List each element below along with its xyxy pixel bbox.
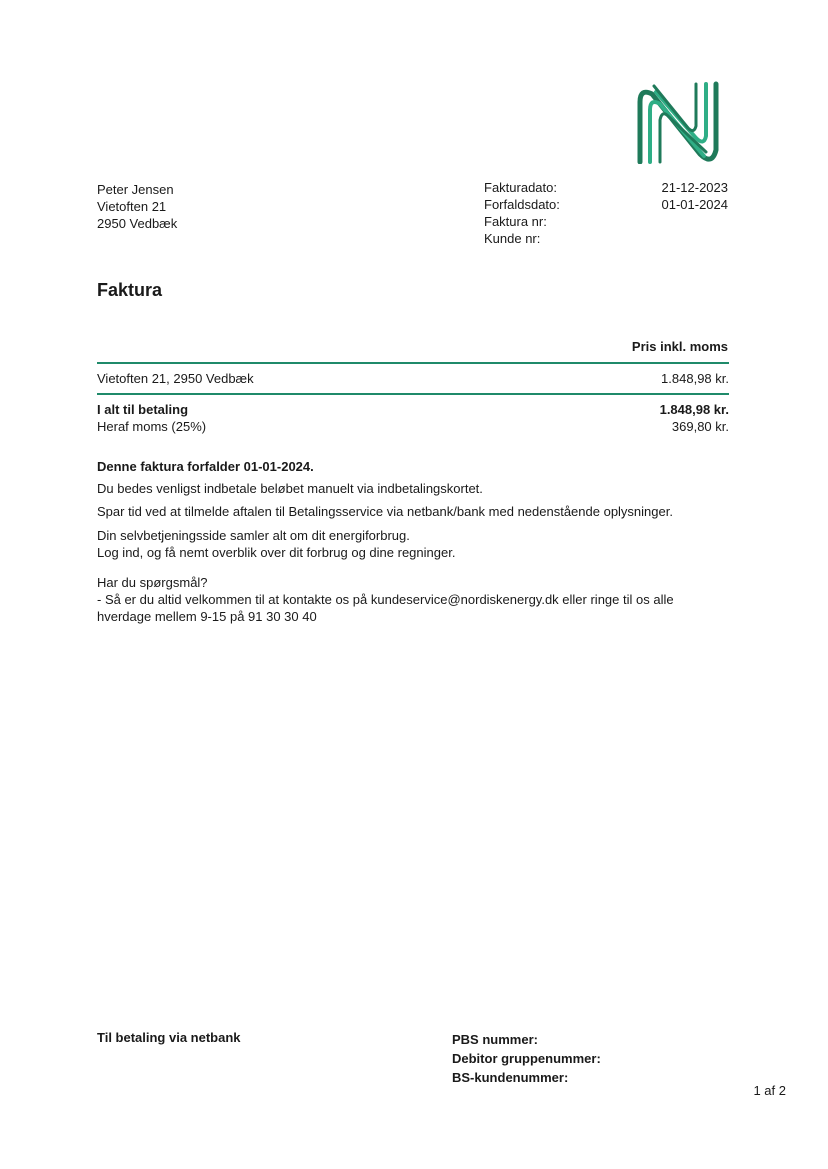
line-address: Vietoften 21, 2950 Vedbæk xyxy=(97,371,254,386)
contact-line-1: - Så er du altid velkommen til at kontakte os på kundeservice@nordiskenergy.dk eller ringe til os alle xyxy=(97,592,674,607)
debitor-group-number-label: Debitor gruppenummer: xyxy=(452,1051,601,1066)
page-number: 1 af 2 xyxy=(753,1083,786,1098)
due-date-label: Forfaldsdato: xyxy=(484,197,560,212)
total-label: I alt til betaling xyxy=(97,402,189,417)
table-row xyxy=(97,371,729,386)
table-top-rule xyxy=(97,362,729,364)
invoice-meta-values xyxy=(662,179,729,247)
recipient-street: Vietoften 21 xyxy=(97,199,167,214)
payment-references xyxy=(452,1030,601,1087)
invoice-number-label: Faktura nr: xyxy=(484,214,547,229)
vat-row xyxy=(97,419,729,434)
invoice-date: 21-12-2023 xyxy=(661,180,728,195)
betalingsservice-info: Spar tid ved at tilmelde aftalen til Betalingsservice via netbank/bank med nedenstående oplysninger. xyxy=(97,504,673,519)
contact-line-2: hverdage mellem 9-15 på 91 30 30 40 xyxy=(97,609,317,624)
customer-number-label: Kunde nr: xyxy=(484,231,541,246)
total-row xyxy=(97,402,729,417)
self-service-info xyxy=(97,527,737,561)
table-bottom-rule xyxy=(97,393,729,395)
payment-instruction: Du bedes venligst indbetale beløbet manuelt via indbetalingskortet. xyxy=(97,481,483,496)
due-heading: Denne faktura forfalder 01-01-2024. xyxy=(97,459,314,474)
vat-label: Heraf moms (25%) xyxy=(97,419,207,434)
invoice-number xyxy=(662,213,729,230)
self-service-line-2: Log ind, og få nemt overblik over dit forbrug og dine regninger. xyxy=(97,545,456,560)
recipient-address xyxy=(97,181,177,232)
nordisk-energy-logo xyxy=(634,80,726,164)
vat-amount: 369,80 kr. xyxy=(671,419,729,434)
self-service-line-1: Din selvbetjeningsside samler alt om dit energiforbrug. xyxy=(97,528,410,543)
invoice-meta-labels xyxy=(484,179,560,247)
due-date: 01-01-2024 xyxy=(661,197,728,212)
contact-heading: Har du spørgsmål? xyxy=(97,575,208,590)
invoice-date-label: Fakturadato: xyxy=(484,180,557,195)
contact-info xyxy=(97,574,737,625)
recipient-name: Peter Jensen xyxy=(97,182,174,197)
netbank-heading: Til betaling via netbank xyxy=(97,1030,241,1045)
line-amount: 1.848,98 kr. xyxy=(661,371,729,386)
page-title: Faktura xyxy=(97,280,163,300)
total-amount: 1.848,98 kr. xyxy=(659,402,729,417)
bs-customer-number-label: BS-kundenummer: xyxy=(452,1070,569,1085)
customer-number xyxy=(662,230,729,247)
price-column-header: Pris inkl. moms xyxy=(631,339,728,354)
recipient-city: 2950 Vedbæk xyxy=(97,216,178,231)
pbs-number-label: PBS nummer: xyxy=(452,1032,538,1047)
